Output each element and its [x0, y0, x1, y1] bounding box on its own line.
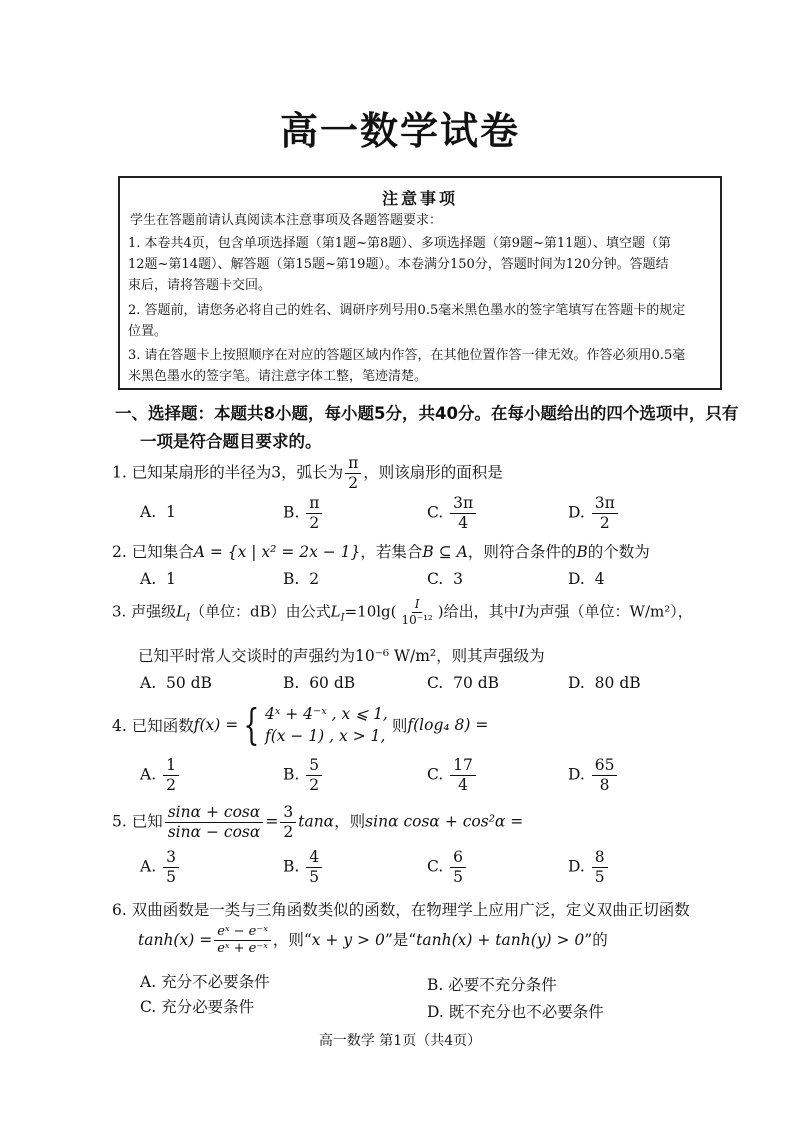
notice-intro: 学生在答题前请认真阅读本注意事项及各题答题要求：	[130, 213, 443, 228]
notice-item-3-line-2: 米黑色墨水的签字笔。请注意字体工整，笔迹清楚。	[128, 369, 428, 384]
question-3-line-2: 已知平时常人交谈时的声强约为10⁻⁶ W/m²，则其声强级为	[138, 647, 545, 665]
question-1-option-a: A. 1	[140, 503, 176, 521]
question-5-option-d: D. $\frac{8}{5}$	[568, 849, 610, 886]
question-6-option-a: A. 充分不必要条件	[140, 973, 270, 991]
section-heading-line-2: 一项是符合题目要求的。	[140, 432, 322, 451]
question-4-stem: 4. 已知函数 f(x) = { 4ˣ + 4⁻ˣ , x ⩽ 1, f(x − 1) , x > 1, 则 f(log₄ 8) =	[112, 700, 489, 749]
question-3-option-c: C. 70 dB	[427, 674, 500, 692]
question-2-option-d: D. 4	[568, 570, 605, 588]
notice-item-1-line-3: 束后，请将答题卡交回。	[128, 278, 272, 293]
question-6-line-2: tanh(x) = $\frac{\text{eˣ − e⁻ˣ}}{\text{eˣ + e⁻ˣ}}$ ，则“x + y > 0”是“tanh(x) + tanh(y) > 0”的	[138, 924, 608, 957]
question-6-line-1: 6. 双曲函数是一类与三角函数类似的函数，在物理学上应用广泛，定义双曲正切函数	[112, 901, 690, 919]
arc-length-fraction: $\frac{\pi}{2}$	[345, 455, 361, 492]
question-5-option-c: C. $\frac{6}{5}$	[427, 849, 468, 886]
notice-item-2-line-1: 2. 答题前，请您务必将自己的姓名、调研序列号用0.5毫米黑色墨水的签字笔填写在答题卡的规定	[128, 303, 686, 318]
notice-item-2-line-2: 位置。	[128, 324, 168, 339]
question-4-option-b: B. $\frac{5}{2}$	[283, 757, 324, 794]
question-5-option-a: A. $\frac{3}{5}$	[140, 849, 181, 886]
question-1-stem: 1. 已知某扇形的半径为3，弧长为 $\frac{\pi}{2}$ ，则该扇形的面积是	[112, 454, 503, 493]
question-2-option-b: B. 2	[283, 570, 320, 588]
question-2-stem: 2. 已知集合A = {x | x² = 2x − 1}，若集合B ⊆ A，则符合条件的B的个数为	[112, 543, 650, 561]
question-3-option-b: B. 60 dB	[283, 674, 356, 692]
question-4-option-d: D. $\frac{65}{8}$	[568, 757, 619, 794]
question-6-option-b: B. 必要不充分条件	[427, 976, 557, 994]
question-2-option-c: C. 3	[427, 570, 463, 588]
question-2-option-a: A. 1	[140, 570, 176, 588]
question-3-line-1: 3. 声强级$L_I$（单位：dB）由公式$L_I=10\lg$( $\frac{I}{\text{10⁻¹²}}$ )给出，其中I为声强（单位：W/m²），	[112, 597, 693, 628]
notice-heading: 注意事项	[381, 189, 458, 208]
notice-item-1-line-1: 1. 本卷共4页，包含单项选择题（第1题~第8题）、多项选择题（第9题~第11题）、填空题（第	[128, 236, 671, 251]
question-6-option-d: D. 既不充分也不必要条件	[427, 1003, 604, 1021]
page-footer: 高一数学 第1页（共4页）	[318, 1033, 482, 1049]
question-4-option-a: A. $\frac{1}{2}$	[140, 757, 181, 794]
question-1-option-c: C. $\frac{3\pi}{4}$	[427, 495, 478, 532]
question-5-stem: 5. 已知 $\frac{\sin\alpha + \cos\alpha}{\sin\alpha - \cos\alpha}$ = $\frac{3}{2}$ tanα，则sinα cosα + cos²α =	[112, 803, 524, 842]
section-heading-line-1: 一、选择题：本题共8小题，每小题5分，共40分。在每小题给出的四个选项中，只有	[115, 404, 739, 423]
notice-item-1-line-2: 12题~第14题）、解答题（第15题~第19题）。本卷满分150分，答题时间为120分钟。答题结	[128, 257, 669, 272]
page-title: 高一数学试卷	[279, 109, 520, 153]
notice-box	[118, 176, 722, 390]
question-3-option-d: D. 80 dB	[568, 674, 641, 692]
question-6-option-c: C. 充分必要条件	[140, 998, 255, 1016]
notice-item-3-line-1: 3. 请在答题卡上按照顺序在对应的答题区域内作答，在其他位置作答一律无效。作答必须用0.5毫	[128, 348, 686, 363]
piecewise-brace: {	[243, 700, 260, 749]
question-3-option-a: A. 50 dB	[140, 674, 212, 692]
question-5-option-b: B. $\frac{4}{5}$	[283, 849, 324, 886]
question-4-option-c: C. $\frac{17}{4}$	[427, 757, 478, 794]
question-1-option-b: B. $\frac{\pi}{2}$	[283, 495, 324, 532]
question-1-option-d: D. $\frac{3\pi}{2}$	[568, 495, 620, 532]
